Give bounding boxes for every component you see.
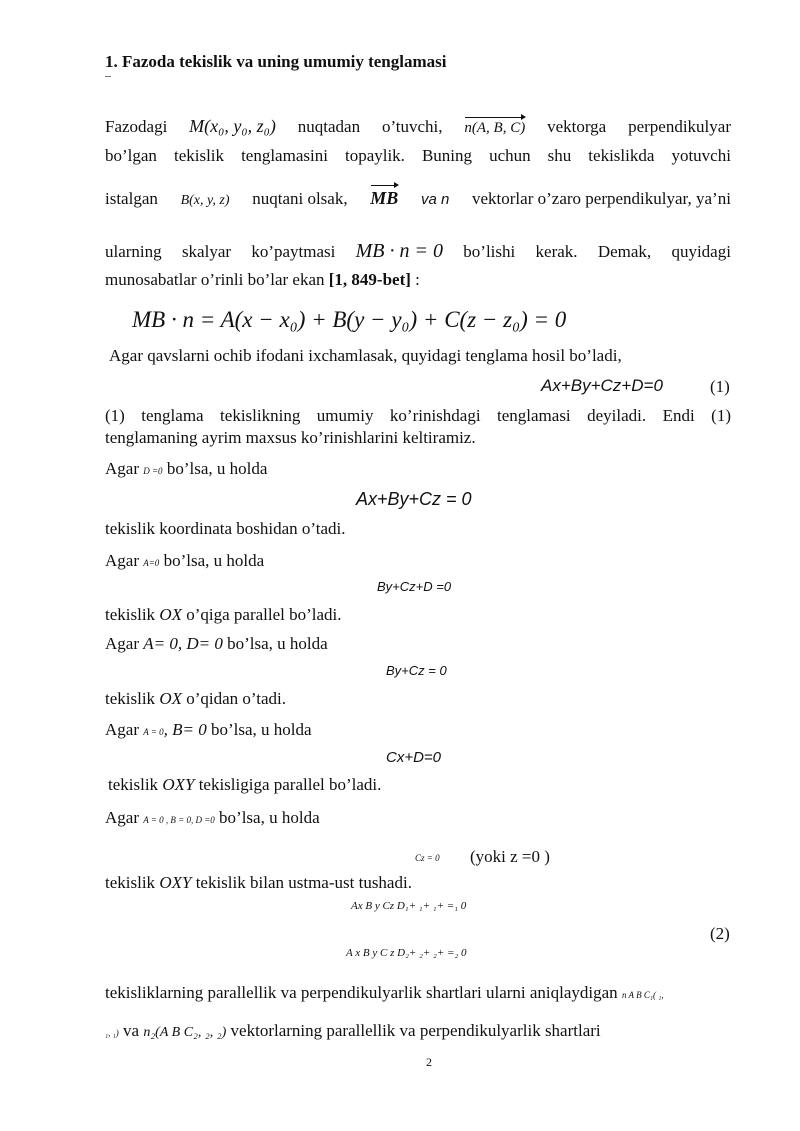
text: tekislik bilan ustma-ust tushadi. (195, 873, 412, 892)
word: istalgan (105, 189, 158, 208)
case5-result (105, 873, 412, 893)
word: bo’lishi (463, 242, 516, 261)
formula-point-B: B(x, y, z) (180, 193, 230, 208)
text: tekislik (105, 873, 156, 892)
heading-mark (105, 76, 111, 77)
case3-result (105, 689, 286, 709)
word: quyidagi (671, 242, 731, 261)
case3-equation: By+Cz = 0 (386, 663, 447, 678)
word: topaylik. (344, 146, 405, 165)
word: vektorga (547, 117, 607, 136)
formula-point-M: M(x₀, y₀, z₀) (189, 116, 276, 136)
case1-equation (356, 489, 472, 510)
word: nuqtadan (297, 117, 361, 136)
word: tenglama (141, 406, 204, 425)
text: va (123, 1021, 140, 1040)
text: bo’lsa, u holda (166, 459, 268, 478)
para4-line1 (105, 983, 664, 1003)
word: skalyar (181, 242, 232, 261)
para1-line4 (105, 240, 731, 263)
word: tenglamasi (497, 406, 571, 425)
text: vektorlar o’zaro perpendikulyar, ya’ni (472, 189, 731, 208)
text: bo’lsa, u holda (211, 720, 312, 739)
text: Agar (105, 720, 139, 739)
para1-line2 (105, 146, 731, 166)
word: Demak, (597, 242, 652, 261)
word: uchun (489, 146, 531, 165)
text: bo’lsa, u holda (227, 634, 328, 653)
formula-vector-n1-tail: ₁, ₁) (105, 1028, 119, 1038)
text: bo’lsa, u holda (163, 551, 265, 570)
word: bo’lgan (105, 146, 157, 165)
text: Agar (105, 551, 139, 570)
condition-formula: A = 0 (143, 727, 164, 737)
main-equation: MB · n = A(x − x₀) + B(y − y₀) + C(z − z₀) = 0 (132, 307, 567, 332)
case4-equation: Cx+D=0 (386, 749, 442, 766)
axis-name: OXY (159, 873, 192, 892)
case5-alternative: (yoki z =0 ) (470, 847, 550, 866)
word: Buning (421, 146, 473, 165)
equation-1: Ax+By+Cz+D=0 (541, 376, 663, 395)
text: o’qidan o’tadi. (186, 689, 287, 708)
word: deyiladi. (587, 406, 647, 425)
case3-condition (105, 634, 328, 654)
formula: Ax+By+Cz = 0 (356, 489, 472, 509)
text: munosabatlar o’rinli bo’lar ekan (105, 270, 325, 289)
case4-result (108, 775, 381, 795)
case2-result (105, 605, 342, 625)
word: (1) (105, 406, 125, 425)
word: yotuvchi (671, 146, 731, 165)
word: Fazodagi (105, 117, 168, 136)
word: o’tuvchi, (381, 117, 443, 136)
axis-name: OX (159, 689, 182, 708)
para2: Agar qavslarni ochib ifodani ixchamlasak, quyidagi tenglama hosil bo’ladi, (109, 346, 622, 365)
text: tekisligiga parallel bo’ladi. (198, 775, 382, 794)
formula-vector-n: n(A, B, C) (464, 120, 526, 136)
formula-vector-n2: n₂(A B C₂, ₂, ₂) (143, 1025, 227, 1040)
axis-name: OX (159, 605, 182, 624)
text: tekislik (105, 689, 156, 708)
word: umumiy (316, 406, 374, 425)
case2-condition (105, 551, 264, 571)
text: Agar (105, 459, 139, 478)
text: Agar (105, 634, 139, 653)
case1-result: tekislik koordinata boshidan o’tadi. (105, 519, 346, 538)
word: tenglamasini (241, 146, 328, 165)
condition-formula: D =0 (143, 466, 163, 476)
case5-equation: Cz = 0 (415, 853, 440, 863)
section-heading: 1. Fazoda tekislik va uning umumiy tenglamasi (105, 52, 447, 71)
formula-vector-n1: n A B C₁( ₁, (621, 990, 664, 1000)
reference: [1, 849-bet] (328, 270, 411, 289)
case1-condition (105, 459, 267, 479)
text: : (415, 270, 420, 289)
para1-line5 (105, 270, 420, 290)
case2-equation: By+Cz+D =0 (377, 579, 452, 594)
equation-2-label: (2) (710, 924, 730, 943)
formula-dot-product: MB · n = 0 (355, 240, 444, 262)
page-number: 2 (426, 1055, 432, 1069)
word: (1) (711, 406, 731, 425)
condition-formula: A = 0 , B = 0, D =0 (143, 815, 215, 825)
text: o’qiga parallel bo’ladi. (186, 605, 342, 624)
text: tekislik (108, 775, 159, 794)
text: Agar (105, 808, 139, 827)
text: tekislik (105, 605, 156, 624)
word: ko’rinishdagi (389, 406, 481, 425)
text: vektorlarning parallellik va perpendikulyarlik shartlari (230, 1021, 601, 1040)
word: ko’paytmasi (251, 242, 336, 261)
word: kerak. (535, 242, 578, 261)
condition-formula: , B= 0 (163, 720, 207, 739)
formula-vector-MB: MB (370, 188, 399, 208)
para3-line1 (105, 406, 731, 426)
para1-line1 (105, 116, 731, 137)
text: va n (420, 191, 450, 208)
text: tekisliklarning parallellik va perpendikulyarlik shartlari ularni aniqlaydigan (105, 983, 618, 1002)
word: tekislikda (588, 146, 655, 165)
para4-line2 (105, 1021, 601, 1041)
word: Endi (662, 406, 695, 425)
word: tekislik (173, 146, 225, 165)
case5-condition (105, 808, 320, 828)
equation-2-line2: A x B y C z D₂+ ₂+ ₂+ =₂ 0 (346, 947, 467, 959)
equation-2-line1: Ax B y Cz D₁+ ₁+ ₁+ =₁ 0 (351, 900, 467, 912)
word: ularning (105, 242, 162, 261)
word: perpendikulyar (628, 117, 731, 136)
axis-name: OXY (162, 775, 195, 794)
condition-formula: A=0 (143, 558, 160, 568)
text: nuqtani olsak, (252, 189, 348, 208)
para1-line3 (105, 188, 731, 209)
word: shu (547, 146, 572, 165)
word: tekislikning (220, 406, 301, 425)
equation-1-label: (1) (710, 377, 730, 396)
text: bo’lsa, u holda (219, 808, 320, 827)
para3-line2: tenglamaning ayrim maxsus ko’rinishlarini keltiramiz. (105, 428, 476, 447)
condition-formula: A= 0, D= 0 (143, 634, 223, 653)
case4-condition (105, 720, 312, 740)
